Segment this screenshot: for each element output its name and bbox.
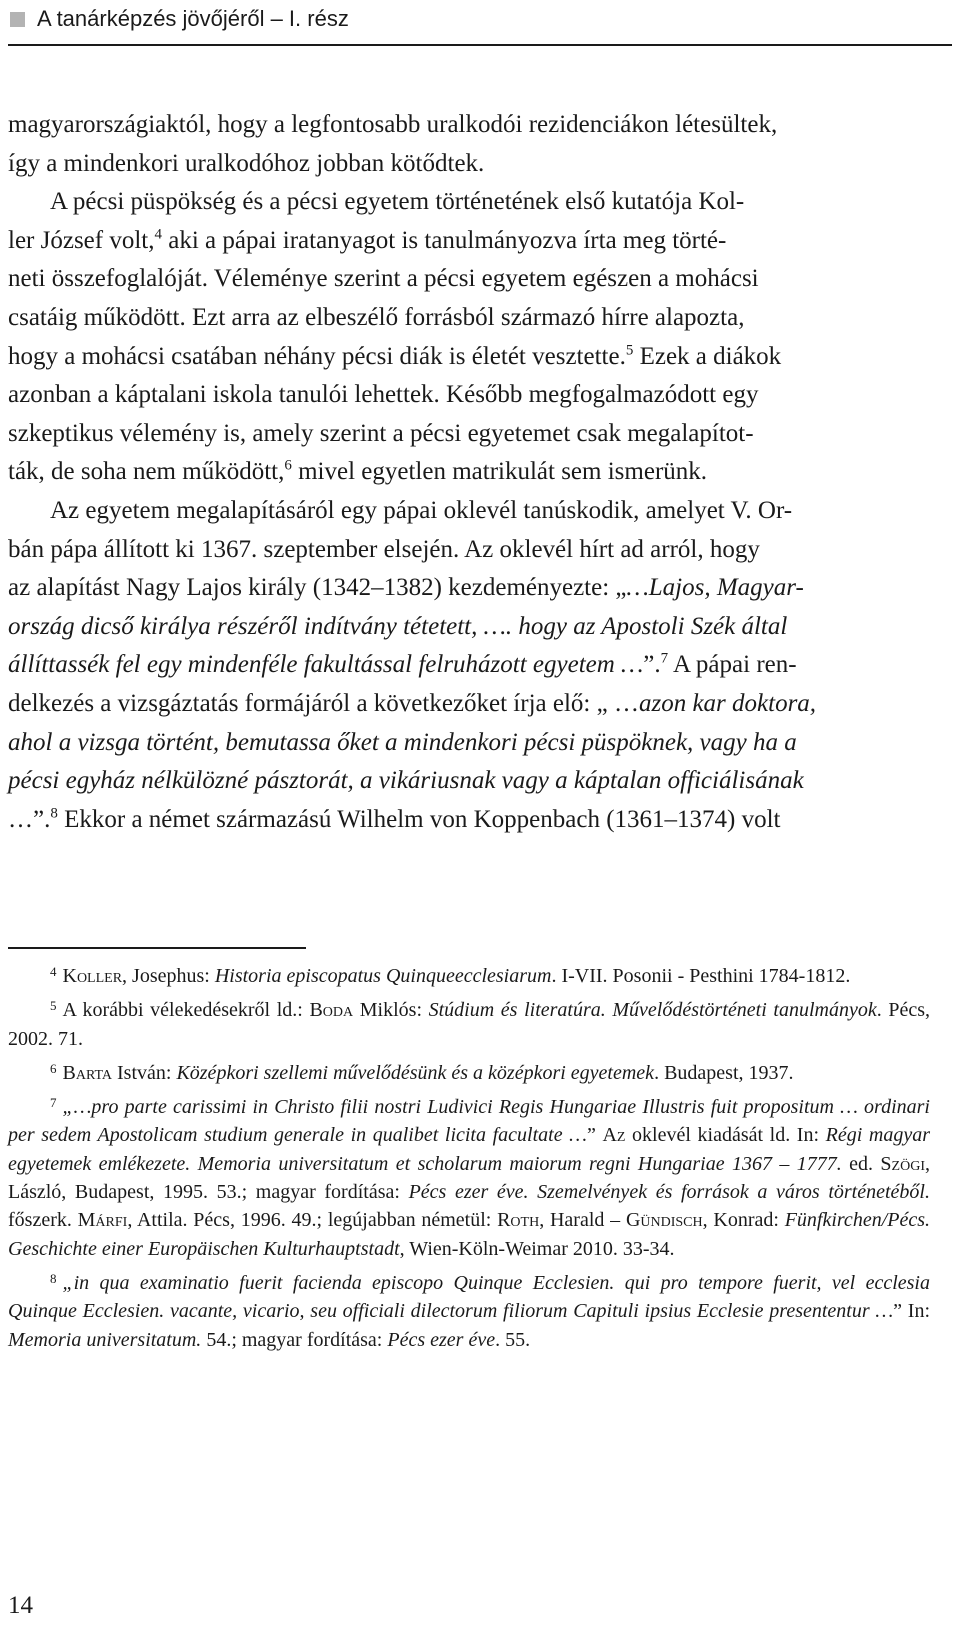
quote-italic: azon kar doktora,	[638, 689, 817, 717]
footnote-5: $^5$ A korábbi vélekedésekről ld.: Boda Miklós: Stúdium és literatúra. Művelődéstörténeti tanulmányok. Pécs, 2002. 71.	[8, 998, 930, 1050]
work-title: Pécs ezer éve	[387, 1328, 496, 1351]
footnote-separator	[8, 947, 306, 949]
footnote-ref-5[interactable]: 5	[625, 342, 634, 359]
quote-italic: …Lajos, Magyar-	[626, 574, 804, 602]
footnote-number: 5	[50, 998, 57, 1014]
header-rule	[8, 44, 952, 46]
work-title: Historia episcopatus Quinqueecclesiarum	[214, 965, 552, 987]
quote-italic: ország dicső királya részéről indítvány tétetett, …. hogy az Apostoli Szék által	[8, 612, 788, 640]
work-title: Pécs ezer éve. Szemelvények és források a város történetéből.	[408, 1181, 930, 1204]
latin-quote: „in qua examinatio fuerit facienda episcopo Quinque Ecclesien. qui pro tempore fuerit, vel ecclesia Quinque Ecclesien. vacante, vicario, seu officiali dilectorum filiorum Capituli ipsius Ecclesie presententur …	[8, 1271, 930, 1323]
paragraph-2: A pécsi püspökség és a pécsi egyetem történetének első kutatója Kol- ler József volt,$^4$ aki a pápai iratanyagot is tanulmányozva írta meg törté- neti összefoglalóját. Véleménye szerint a pécsi egyetem egészen a mohácsi csatáig működött. Ezt arra az elbeszélő forrásból származó hírre alapozta, hogy a mohácsi csatában néhány pécsi diák is életét vesztette.$^5$ Ezek a diákok azonban a káptalani iskola tanulói lehettek. Később megfogalmazódott egy szkeptikus vélemény is, amely szerint a pécsi egyetemet csak megalapítot- ták, de soha nem működött,$^6$ mivel egyetlen matrikulát sem ismerünk.	[8, 188, 782, 486]
footnote-number: 7	[50, 1095, 57, 1111]
header-square-marker	[10, 12, 25, 27]
quote-italic: állíttassék fel egy mindenféle fakultással felruházott egyetem …	[8, 651, 644, 679]
author-name: Gündisch	[625, 1209, 703, 1232]
running-header	[8, 2, 952, 36]
author-name: Márfi	[77, 1209, 128, 1232]
author-name: Koller	[62, 965, 123, 987]
footnote-4: $^4$ Koller, Josephus: Historia episcopatus Quinqueecclesiarum. I-VII. Posonii - Pesthini 1784-1812.	[50, 964, 851, 987]
author-name: Barta	[62, 1061, 112, 1084]
latin-quote: „…pro parte carissimi in Christo filii nostri Ludivici Regis Hungariae Illustris fuit propositum … ordinari per sedem Apostolicam studium generale in qualibet licita facultate …	[8, 1096, 930, 1147]
work-title: Stúdium és literatúra. Művelődéstörténeti tanulmányok	[428, 999, 877, 1022]
footnote-ref-4[interactable]: 4	[154, 226, 162, 243]
footnotes	[8, 958, 930, 1356]
footnote-8: $^8$ „in qua examinatio fuerit facienda episcopo Quinque Ecclesien. qui pro tempore fuerit, vel ecclesia Quinque Ecclesien. vacante, vicario, seu officiali dilectorum filiorum Capituli ipsius Ecclesie presententur …” In: Memoria universitatum. 54.; magyar fordítása: Pécs ezer éve. 55.	[8, 1270, 931, 1351]
work-title: Régi magyar egyetemek emlékezete. Memoria universitatum et scholarum maiorum regni Hungariae 1367 – 1777.	[8, 1124, 930, 1175]
footnote-number: 8	[50, 1270, 57, 1286]
footnote-7: $^7$ „…pro parte carissimi in Christo filii nostri Ludivici Regis Hungariae Illustris fuit propositum … ordinari per sedem Apostolicam studium generale in qualibet licita facultate …” Az oklevél kiadását ld. In: Régi magyar egyetemek emlékezete. Memoria universitatum et scholarum maiorum regni Hungariae 1367 – 1777. ed. Szögi, László, Budapest, 1995. 53.; magyar fordítása: Pécs ezer éve. Szemelvények és források a város történetéből. főszerk. Márfi, Attila. Pécs, 1996. 49.; legújabban németül: Roth, Harald – Gündisch, Konrad: Fünfkirchen/Pécs. Geschichte einer Europäischen Kulturhauptstadt, Wien-Köln-Weimar 2010. 33-34.	[8, 1095, 930, 1260]
author-name: Szögi	[880, 1152, 925, 1175]
work-title: Középkori szellemi művelődésünk és a középkori egyetemek	[176, 1061, 655, 1084]
footnote-number: 4	[50, 964, 57, 979]
quote-italic: ahol a vizsga történt, bemutassa őket a mindenkori pécsi püspöknek, vagy ha a	[8, 728, 797, 756]
footnote-ref-7[interactable]: 7	[660, 650, 669, 667]
footnote-ref-6[interactable]: 6	[284, 458, 292, 475]
work-title: Memoria universitatum.	[8, 1328, 202, 1351]
footnote-number: 6	[50, 1060, 57, 1076]
quote-italic: pécsi egyház nélkülözné pásztorát, a vikáriusnak vagy a káptalan officiálisának	[8, 767, 804, 795]
paragraph-3: Az egyetem megalapításáról egy pápai oklevél tanúskodik, amelyet V. Or- bán pápa állított ki 1367. szeptember elsején. Az oklevél hírt ad arról, hogy az alapítást Nagy Lajos király (1342–1382) kezdeményezte: „…Lajos, Magyar- ország dicső királya részéről indítvány tétetett, …. hogy az Apostoli Szék által állíttassék fel egy mindenféle fakultással felruházott egyetem …”.$^7$ A pápai ren- delkezés a vizsgáztatás formájáról a következőket írja elő: „ …azon kar doktora, ahol a vizsga történt, bemutassa őket a mindenkori pécsi püspöknek, vagy ha a pécsi egyház nélkülözné pásztorát, a vikáriusnak vagy a káptalan officiálisának …”.$^8$ Ekkor a német származású Wilhelm von Koppenbach (1361–1374) volt	[8, 496, 817, 833]
paragraph-1: magyarországiaktól, hogy a legfontosabb uralkodói rezidenciákon létesültek, így a mindenkori uralkodóhoz jobban kötődtek.	[8, 111, 778, 177]
author-name: Roth	[497, 1209, 540, 1232]
body-text	[8, 106, 930, 839]
footnote-ref-8[interactable]: 8	[50, 805, 58, 822]
footnote-6: $^6$ Barta István: Középkori szellemi művelődésünk és a középkori egyetemek. Budapest, 1937.	[50, 1060, 794, 1084]
work-title: Fünfkirchen/Pécs. Geschichte einer Europäischen Kulturhauptstadt	[8, 1209, 930, 1260]
author-name: Boda	[309, 999, 354, 1022]
running-header-title: A tanárképzés jövőjéről – I. rész	[37, 6, 349, 31]
page-number: 14	[8, 1592, 33, 1619]
